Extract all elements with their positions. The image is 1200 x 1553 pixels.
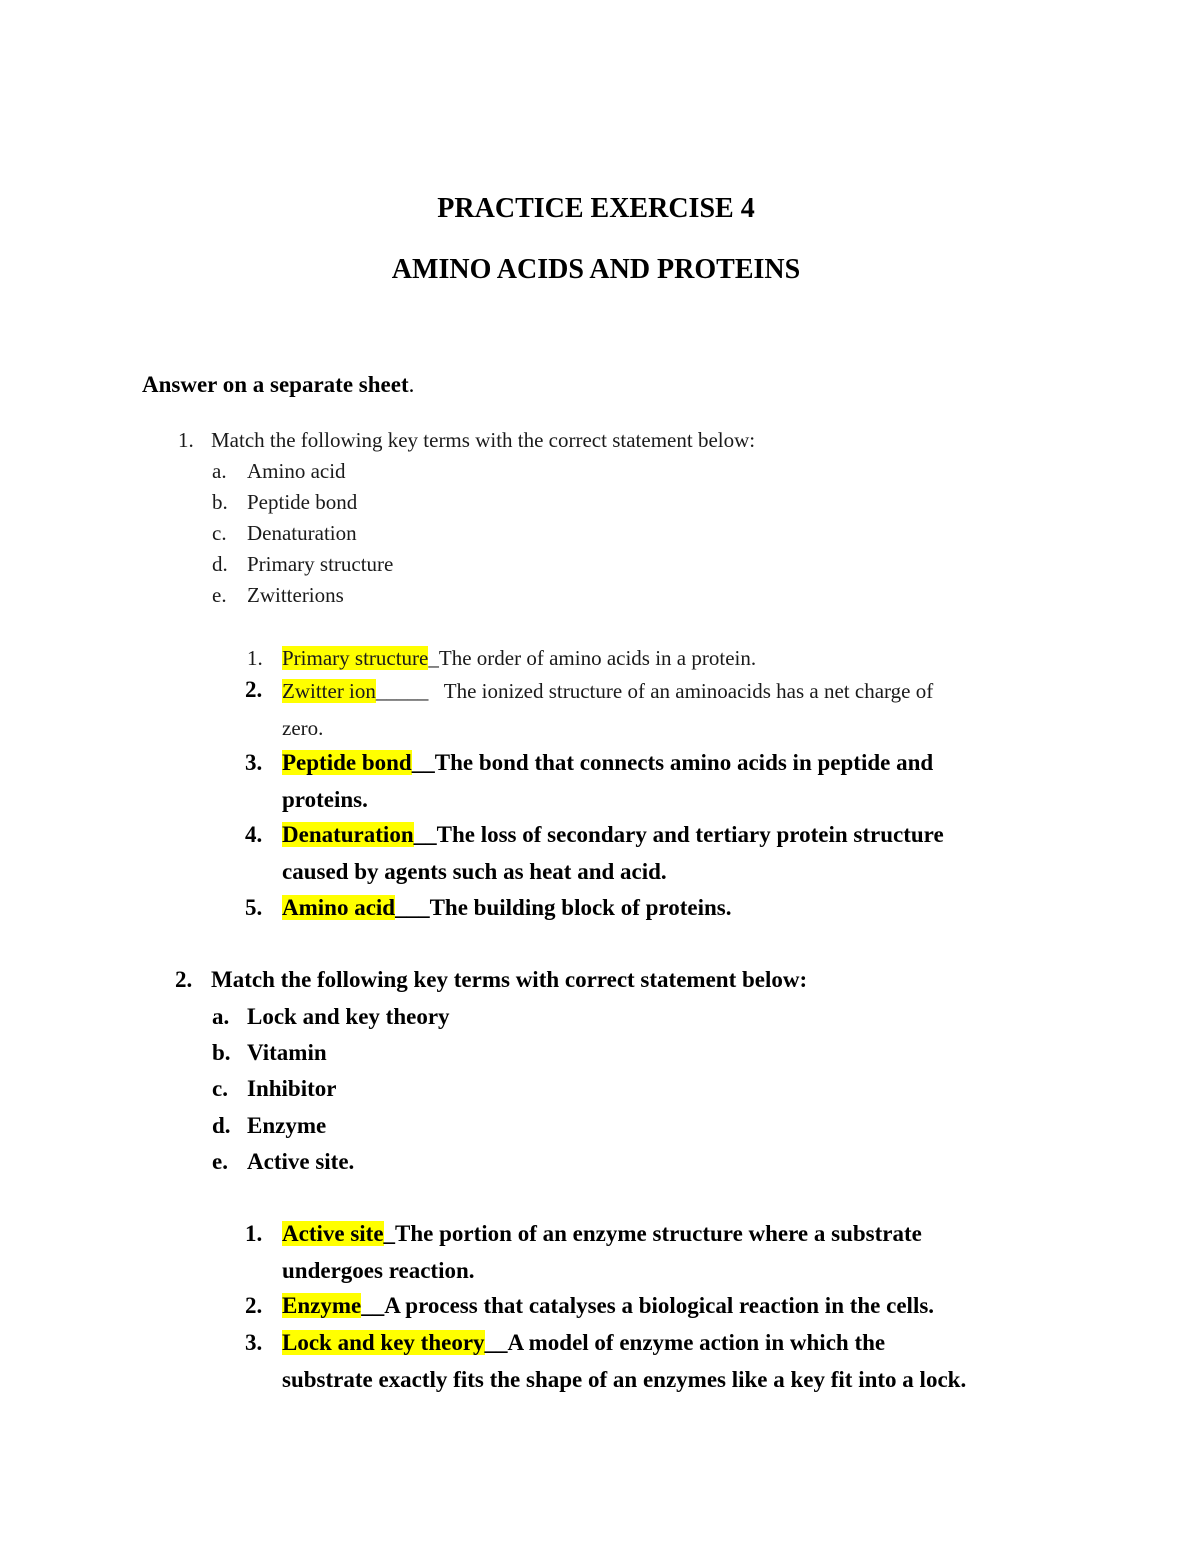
q1-option-letter: c. — [212, 521, 227, 545]
q1-option-letter: d. — [212, 552, 228, 576]
instruction-bold: Answer on a separate sheet — [142, 372, 409, 397]
answer-term-highlight: Zwitter ion — [282, 679, 376, 703]
q2-option-letter: e. — [212, 1149, 228, 1174]
q2-answer-2 — [282, 1293, 934, 1319]
q2-option-letter: d. — [212, 1113, 231, 1138]
q1-answer-number: 3. — [245, 750, 263, 775]
answer-statement: The loss of secondary and tertiary protein structure — [436, 822, 944, 847]
answer-blank: __ — [484, 1330, 508, 1355]
answer-term-highlight: Lock and key theory — [282, 1330, 485, 1355]
answer-blank: __ — [411, 750, 435, 775]
q1-option-text: Peptide bond — [247, 490, 358, 514]
answer-continuation: caused by agents such as heat and acid. — [282, 859, 667, 884]
q2-answer-3 — [282, 1330, 885, 1356]
q2-option-text: Inhibitor — [247, 1076, 337, 1101]
q2-option-letter: b. — [212, 1040, 231, 1065]
answer-blank: __ — [361, 1293, 385, 1318]
answer-blank: _ — [383, 1221, 396, 1246]
q1-option-letter: e. — [212, 583, 227, 607]
q1-answer-4 — [282, 822, 944, 848]
q2-option-letter: a. — [212, 1004, 230, 1029]
q2-answer-number: 1. — [245, 1221, 263, 1246]
q1-option-text: Zwitterions — [247, 583, 344, 607]
q2-answer-number: 2. — [245, 1293, 263, 1318]
answer-statement: A process that catalyses a biological reaction in the cells. — [384, 1293, 935, 1318]
q1-option-text: Denaturation — [247, 521, 357, 545]
q1-answer-number: 4. — [245, 822, 263, 847]
answer-blank: _ — [428, 646, 439, 670]
answer-blank: __ — [413, 822, 437, 847]
q2-number: 2. — [175, 967, 193, 992]
q1-option-text: Amino acid — [247, 459, 346, 483]
answer-term-highlight: Amino acid — [282, 895, 396, 920]
answer-statement: The ionized structure of an aminoacids has a net charge of — [428, 679, 934, 703]
q1-answer-1 — [282, 646, 756, 671]
q1-number: 1. — [178, 428, 194, 452]
answer-blank: _____ — [375, 679, 429, 703]
answer-statement: A model of enzyme action in which the — [507, 1330, 886, 1355]
q1-answer-5 — [282, 895, 731, 921]
answer-continuation: substrate exactly fits the shape of an enzymes like a key fit into a lock. — [282, 1367, 967, 1392]
answer-term-highlight: Primary structure — [282, 646, 429, 670]
answer-term-highlight: Enzyme — [282, 1293, 362, 1318]
answer-blank: ___ — [395, 895, 430, 920]
answer-statement: The bond that connects amino acids in peptide and — [434, 750, 934, 775]
q2-answer-number: 3. — [245, 1330, 263, 1355]
instruction-text — [142, 372, 414, 398]
q2-answer-1 — [282, 1221, 922, 1247]
answer-continuation: proteins. — [282, 787, 368, 812]
answer-statement: The building block of proteins. — [429, 895, 732, 920]
q1-answer-3 — [282, 750, 933, 776]
page-title: PRACTICE EXERCISE 4 — [437, 193, 755, 224]
q1-option-letter: b. — [212, 490, 228, 514]
q2-prompt: Match the following key terms with correct statement below: — [211, 967, 808, 992]
q2-option-text: Lock and key theory — [247, 1004, 450, 1029]
q1-option-letter: a. — [212, 459, 227, 483]
q1-answer-number: 2. — [245, 677, 263, 702]
q2-option-text: Enzyme — [247, 1113, 327, 1138]
q1-answer-number: 1. — [247, 646, 263, 670]
q1-answer-2 — [282, 679, 933, 704]
answer-continuation: zero. — [282, 716, 324, 740]
q1-answer-number: 5. — [245, 895, 263, 920]
answer-statement: The order of amino acids in a protein. — [438, 646, 757, 670]
q2-option-letter: c. — [212, 1076, 228, 1101]
q2-option-text: Vitamin — [247, 1040, 327, 1065]
q2-option-text: Active site. — [247, 1149, 355, 1174]
answer-statement: The portion of an enzyme structure where a substrate — [395, 1221, 922, 1246]
instruction-end: . — [408, 372, 415, 397]
page-subtitle: AMINO ACIDS AND PROTEINS — [391, 254, 801, 285]
q1-option-text: Primary structure — [247, 552, 394, 576]
q1-prompt: Match the following key terms with the correct statement below: — [211, 428, 756, 452]
answer-continuation: undergoes reaction. — [282, 1258, 475, 1283]
answer-term-highlight: Active site — [282, 1221, 384, 1246]
answer-term-highlight: Peptide bond — [282, 750, 412, 775]
answer-term-highlight: Denaturation — [282, 822, 414, 847]
